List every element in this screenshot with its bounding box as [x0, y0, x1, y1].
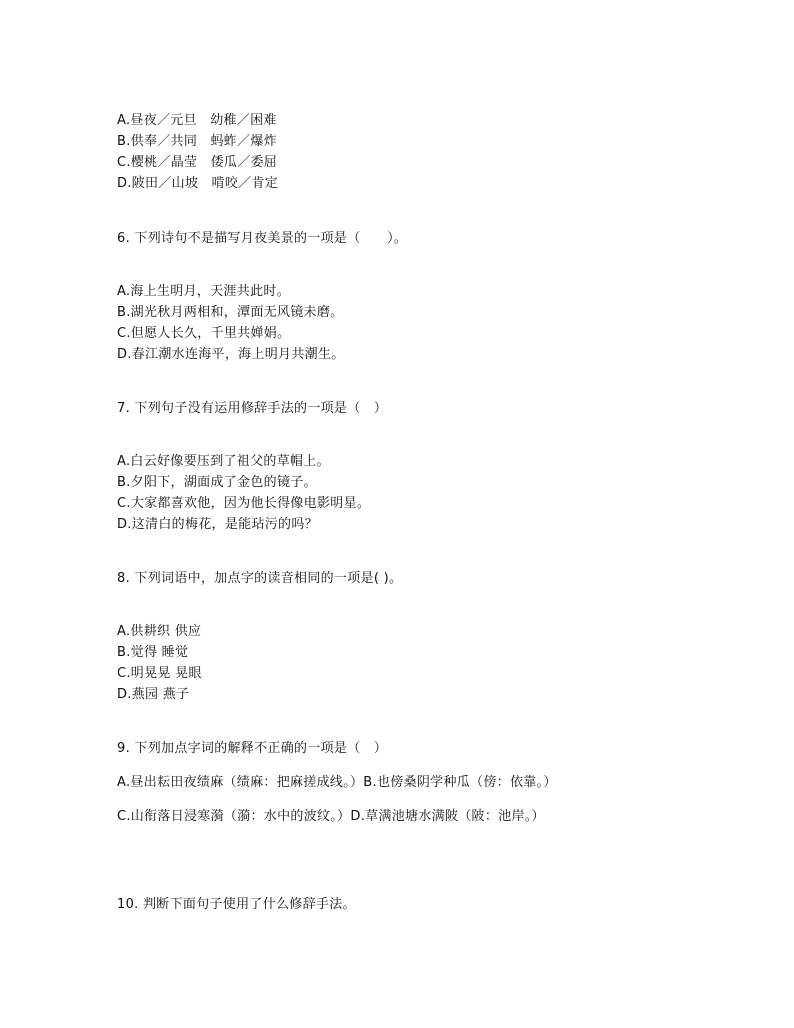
q8-option-c: C.明晃晃 晃眼	[117, 666, 202, 681]
q8-option-a: A.供耕织 供应	[117, 624, 202, 639]
q8-stem: 8. 下列词语中，加点字的读音相同的一项是( )。	[117, 571, 403, 586]
q8-option-d: D.燕园 燕子	[117, 687, 190, 702]
q7-option-a: A.白云好像要压到了祖父的草帽上。	[117, 454, 330, 469]
q9-options-cd: C.山衔落日浸寒漪（漪：水中的波纹。）D.草满池塘水满陂（陂：池岸。）	[117, 809, 545, 824]
q9-stem: 9. 下列加点字词的解释不正确的一项是（ ）	[117, 741, 388, 756]
q5-option-b: B.供奉／共同 蚂蚱／爆炸	[117, 134, 277, 149]
q6-option-b: B.湖光秋月两相和，潭面无风镜未磨。	[117, 305, 344, 320]
q5-option-c: C.樱桃／晶莹 倭瓜／委屈	[117, 155, 278, 170]
q7-option-c: C.大家都喜欢他，因为他长得像电影明星。	[117, 496, 371, 511]
q5-option-d: D.陂田／山坡 啃咬／肯定	[117, 176, 279, 191]
q8-option-b: B.觉得 睡觉	[117, 645, 189, 660]
q5-option-a: A.昼夜／元旦 幼稚／困难	[117, 113, 277, 128]
q7-stem: 7. 下列句子没有运用修辞手法的一项是（ ）	[117, 401, 388, 416]
q6-stem: 6. 下列诗句不是描写月夜美景的一项是（ ）。	[117, 231, 408, 246]
q10-stem: 10. 判断下面句子使用了什么修辞手法。	[117, 897, 356, 912]
q6-option-d: D.春江潮水连海平，海上明月共潮生。	[117, 347, 345, 362]
q9-options-ab: A.昼出耘田夜绩麻（绩麻：把麻搓成线。）B.也傍桑阴学种瓜（傍：依靠。）	[117, 775, 557, 790]
q7-option-d: D.这清白的梅花，是能玷污的吗？	[117, 517, 318, 532]
q7-option-b: B.夕阳下，湖面成了金色的镜子。	[117, 475, 317, 490]
q6-option-a: A.海上生明月，天涯共此时。	[117, 284, 290, 299]
q6-option-c: C.但愿人长久，千里共婵娟。	[117, 326, 291, 341]
